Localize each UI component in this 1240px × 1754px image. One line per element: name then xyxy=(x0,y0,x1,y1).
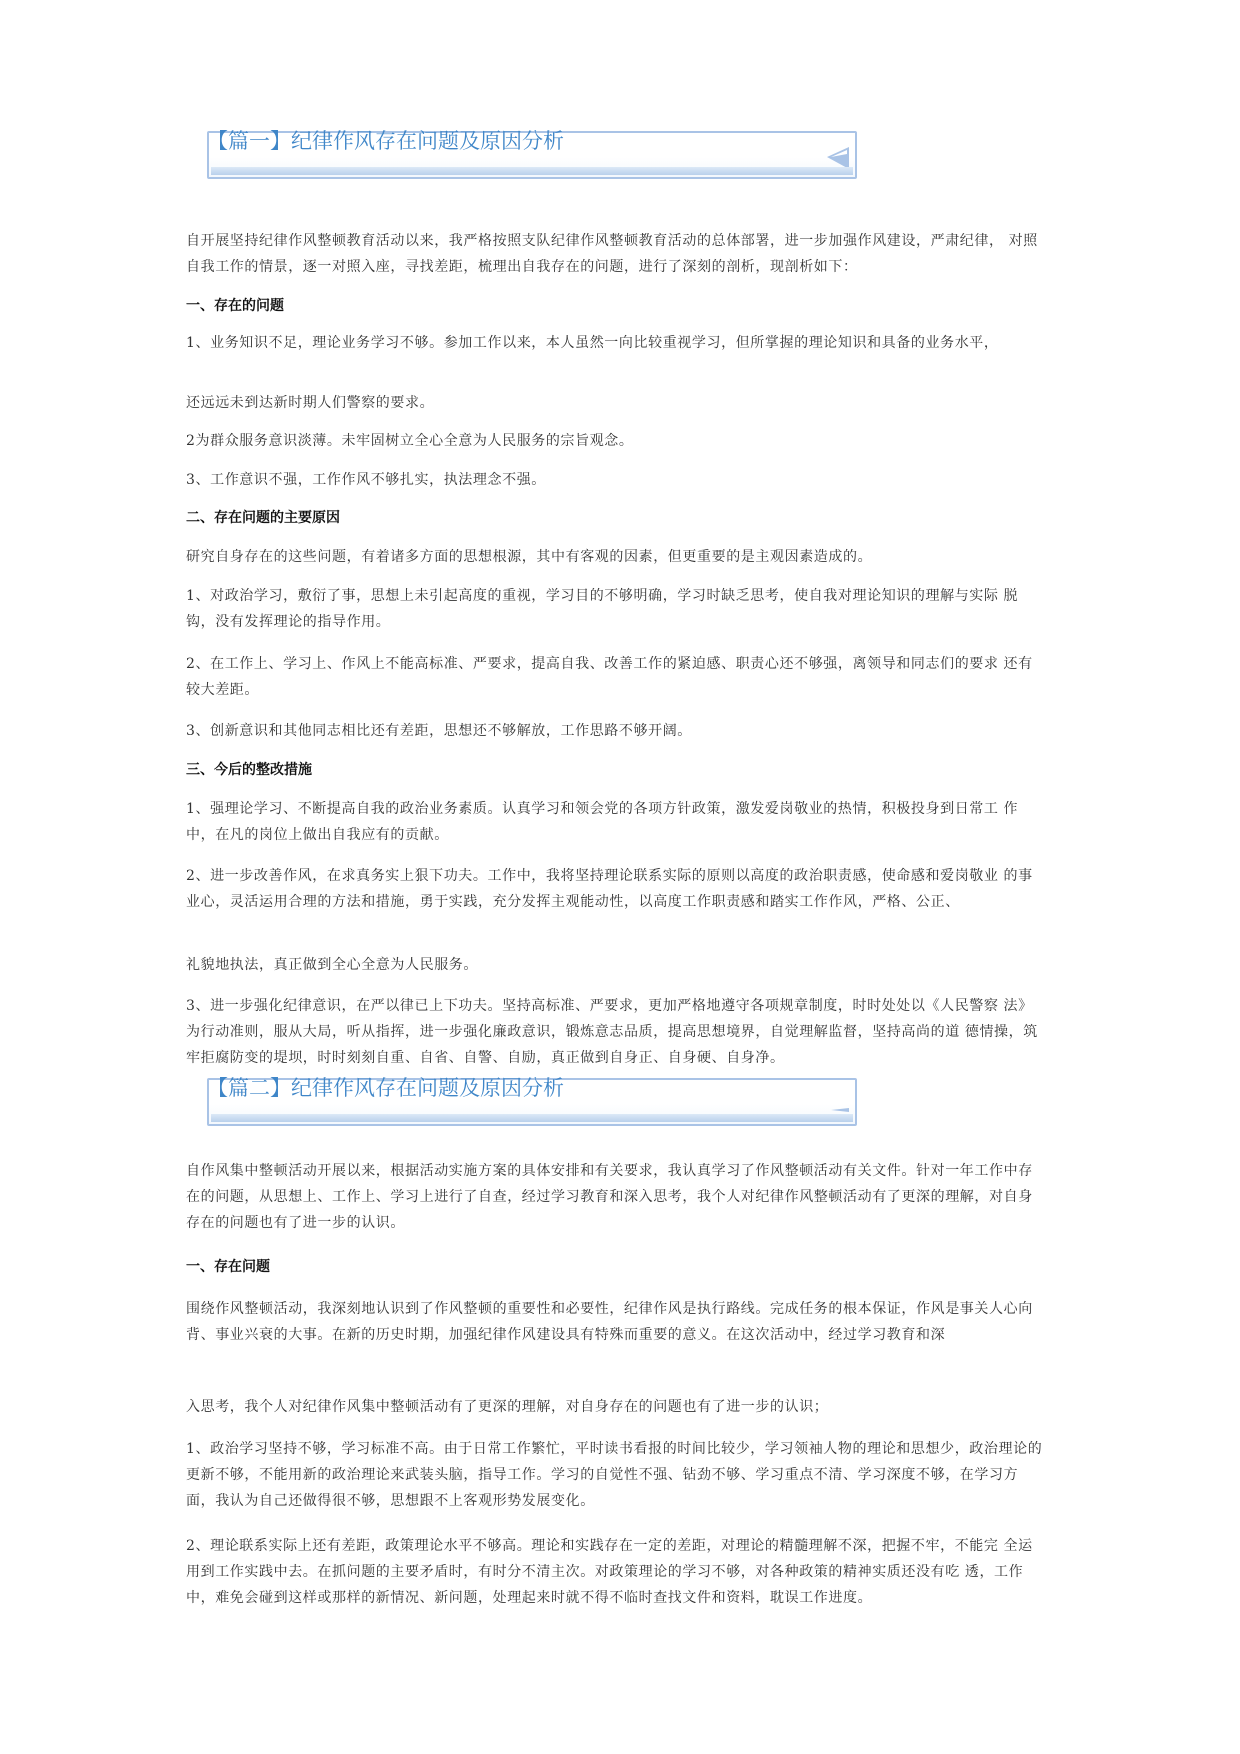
section1-paragraph-1: 1、业务知识不足，理论业务学习不够。参加工作以来，本人虽然一向比较重视学习，但所掌握的理论知识和具备的业务水平， xyxy=(186,335,999,351)
section2-paragraph-2: 1、政治学习坚持不够，学习标准不高。由于日常工作繁忙，平时读书看报的时间比较少，学习领袖人物的理论和思想少，政治理论的更新不够，不能用新的政治理论来武装头脑，指导工作。学习的自觉性不强、钻劲不够、学习重点不清、学习深度不够，在学习方面，我认为自己还做得很不够，思想跟不上客观形势发展变化。 xyxy=(186,1441,1043,1509)
section1-paragraph-9: 2、进一步改善作风，在求真务实上狠下功夫。工作中，我将坚持理论联系实际的原则以高度的政治职责感，使命感和爱岗敬业 的事业心，灵活运用合理的方法和措施，勇于实践，充分发挥主观能动性，以高度工作职责感和踏实工作作风，严格、公正、 xyxy=(186,868,1033,910)
section2-paragraph-1: 围绕作风整顿活动，我深刻地认识到了作风整顿的重要性和必要性，纪律作风是执行路线。完成任务的根本保证，作风是事关人心向背、事业兴衰的大事。在新的历史时期，加强纪律作风建设具有特殊而重要的意义。在这次活动中，经过学习教育和深 xyxy=(186,1301,1033,1343)
section2-heading-1: 一、存在问题 xyxy=(186,1259,270,1275)
section1-title-banner xyxy=(207,131,857,179)
section1-heading-3: 三、今后的整改措施 xyxy=(186,762,312,778)
section1-paragraph-10: 3、进一步强化纪律意识，在严以律已上下功夫。坚持高标准、严要求，更加严格地遵守各项规章制度，时时处处以《人民警察 法》为行动准则，服从大局，听从指挥，进一步强化廉政意识，锻炼意志品质，提高思想境界，自觉理解监督，坚持高尚的道 德情操，筑牢拒腐防变的堤坝，时时刻刻自重、自省、自警、自励，真正做到自身正、自身硬、自身净。 xyxy=(186,998,1038,1066)
section1-paragraph-2: 2为群众服务意识淡薄。未牢固树立全心全意为人民服务的宗旨观念。 xyxy=(186,433,634,449)
section2-title-banner xyxy=(207,1078,857,1126)
section1-paragraph-7: 3、创新意识和其他同志相比还有差距，思想还不够解放，工作思路不够开阔。 xyxy=(186,723,692,739)
section1-paragraph-5: 1、对政治学习，敷衍了事，思想上未引起高度的重视，学习目的不够明确，学习时缺乏思考，使自我对理论知识的理解与实际 脱钩，没有发挥理论的指导作用。 xyxy=(186,588,1019,630)
page-corner-icon xyxy=(821,1088,851,1118)
section1-paragraph-1b: 还远远未到达新时期人们警察的要求。 xyxy=(186,395,435,411)
section1-heading-2: 二、存在问题的主要原因 xyxy=(186,510,340,526)
section1-paragraph-6: 2、在工作上、学习上、作风上不能高标准、严要求，提高自我、改善工作的紧迫感、职责心还不够强，离领导和同志们的要求 还有较大差距。 xyxy=(186,656,1033,698)
section1-heading-1: 一、存在的问题 xyxy=(186,298,284,314)
section1-title: 【篇一】纪律作风存在问题及原因分析 xyxy=(207,129,564,153)
section1-paragraph-3: 3、工作意识不强，工作作风不够扎实，执法理念不强。 xyxy=(186,472,546,488)
section1-intro: 自开展坚持纪律作风整顿教育活动以来，我严格按照支队纪律作风整顿教育活动的总体部署，进一步加强作风建设，严肃纪律， 对照自我工作的情景，逐一对照入座，寻找差距，梳理出自我存在的问题，进行了深刻的剖析，现剖析如下： xyxy=(186,233,1038,275)
section2-title: 【篇二】纪律作风存在问题及原因分析 xyxy=(207,1076,564,1100)
section1-paragraph-4: 研究自身存在的这些问题，有着诸多方面的思想根源，其中有客观的因素，但更重要的是主观因素造成的。 xyxy=(186,549,873,565)
section1-paragraph-8: 1、强理论学习、不断提高自我的政治业务素质。认真学习和领会党的各项方针政策，激发爱岗敬业的热情，积极投身到日常工 作中，在凡的岗位上做出自我应有的贡献。 xyxy=(186,801,1019,843)
section2-paragraph-3: 2、理论联系实际上还有差距，政策理论水平不够高。理论和实践存在一定的差距，对理论的精髓理解不深，把握不牢，不能完 全运用到工作实践中去。在抓问题的主要矛盾时，有时分不清主次。对政策理论的学习不够，对各种政策的精神实质还没有吃 透，工作中，难免会碰到这样或那样的新情况、新问题，处理起来时就不得不临时查找文件和资料，耽误工作进度。 xyxy=(186,1538,1033,1606)
section2-paragraph-1b: 入思考，我个人对纪律作风集中整顿活动有了更深的理解，对自身存在的问题也有了进一步的认识； xyxy=(186,1399,829,1415)
section1-paragraph-9b: 礼貌地执法，真正做到全心全意为人民服务。 xyxy=(186,957,478,973)
page-corner-icon xyxy=(821,141,851,171)
section2-intro: 自作风集中整顿活动开展以来，根据活动实施方案的具体安排和有关要求，我认真学习了作风整顿活动有关文件。针对一年工作中存在的问题，从思想上、工作上、学习上进行了自查，经过学习教育和深入思考，我个人对纪律作风整顿活动有了更深的理解，对自身存在的问题也有了进一步的认识。 xyxy=(186,1163,1033,1231)
